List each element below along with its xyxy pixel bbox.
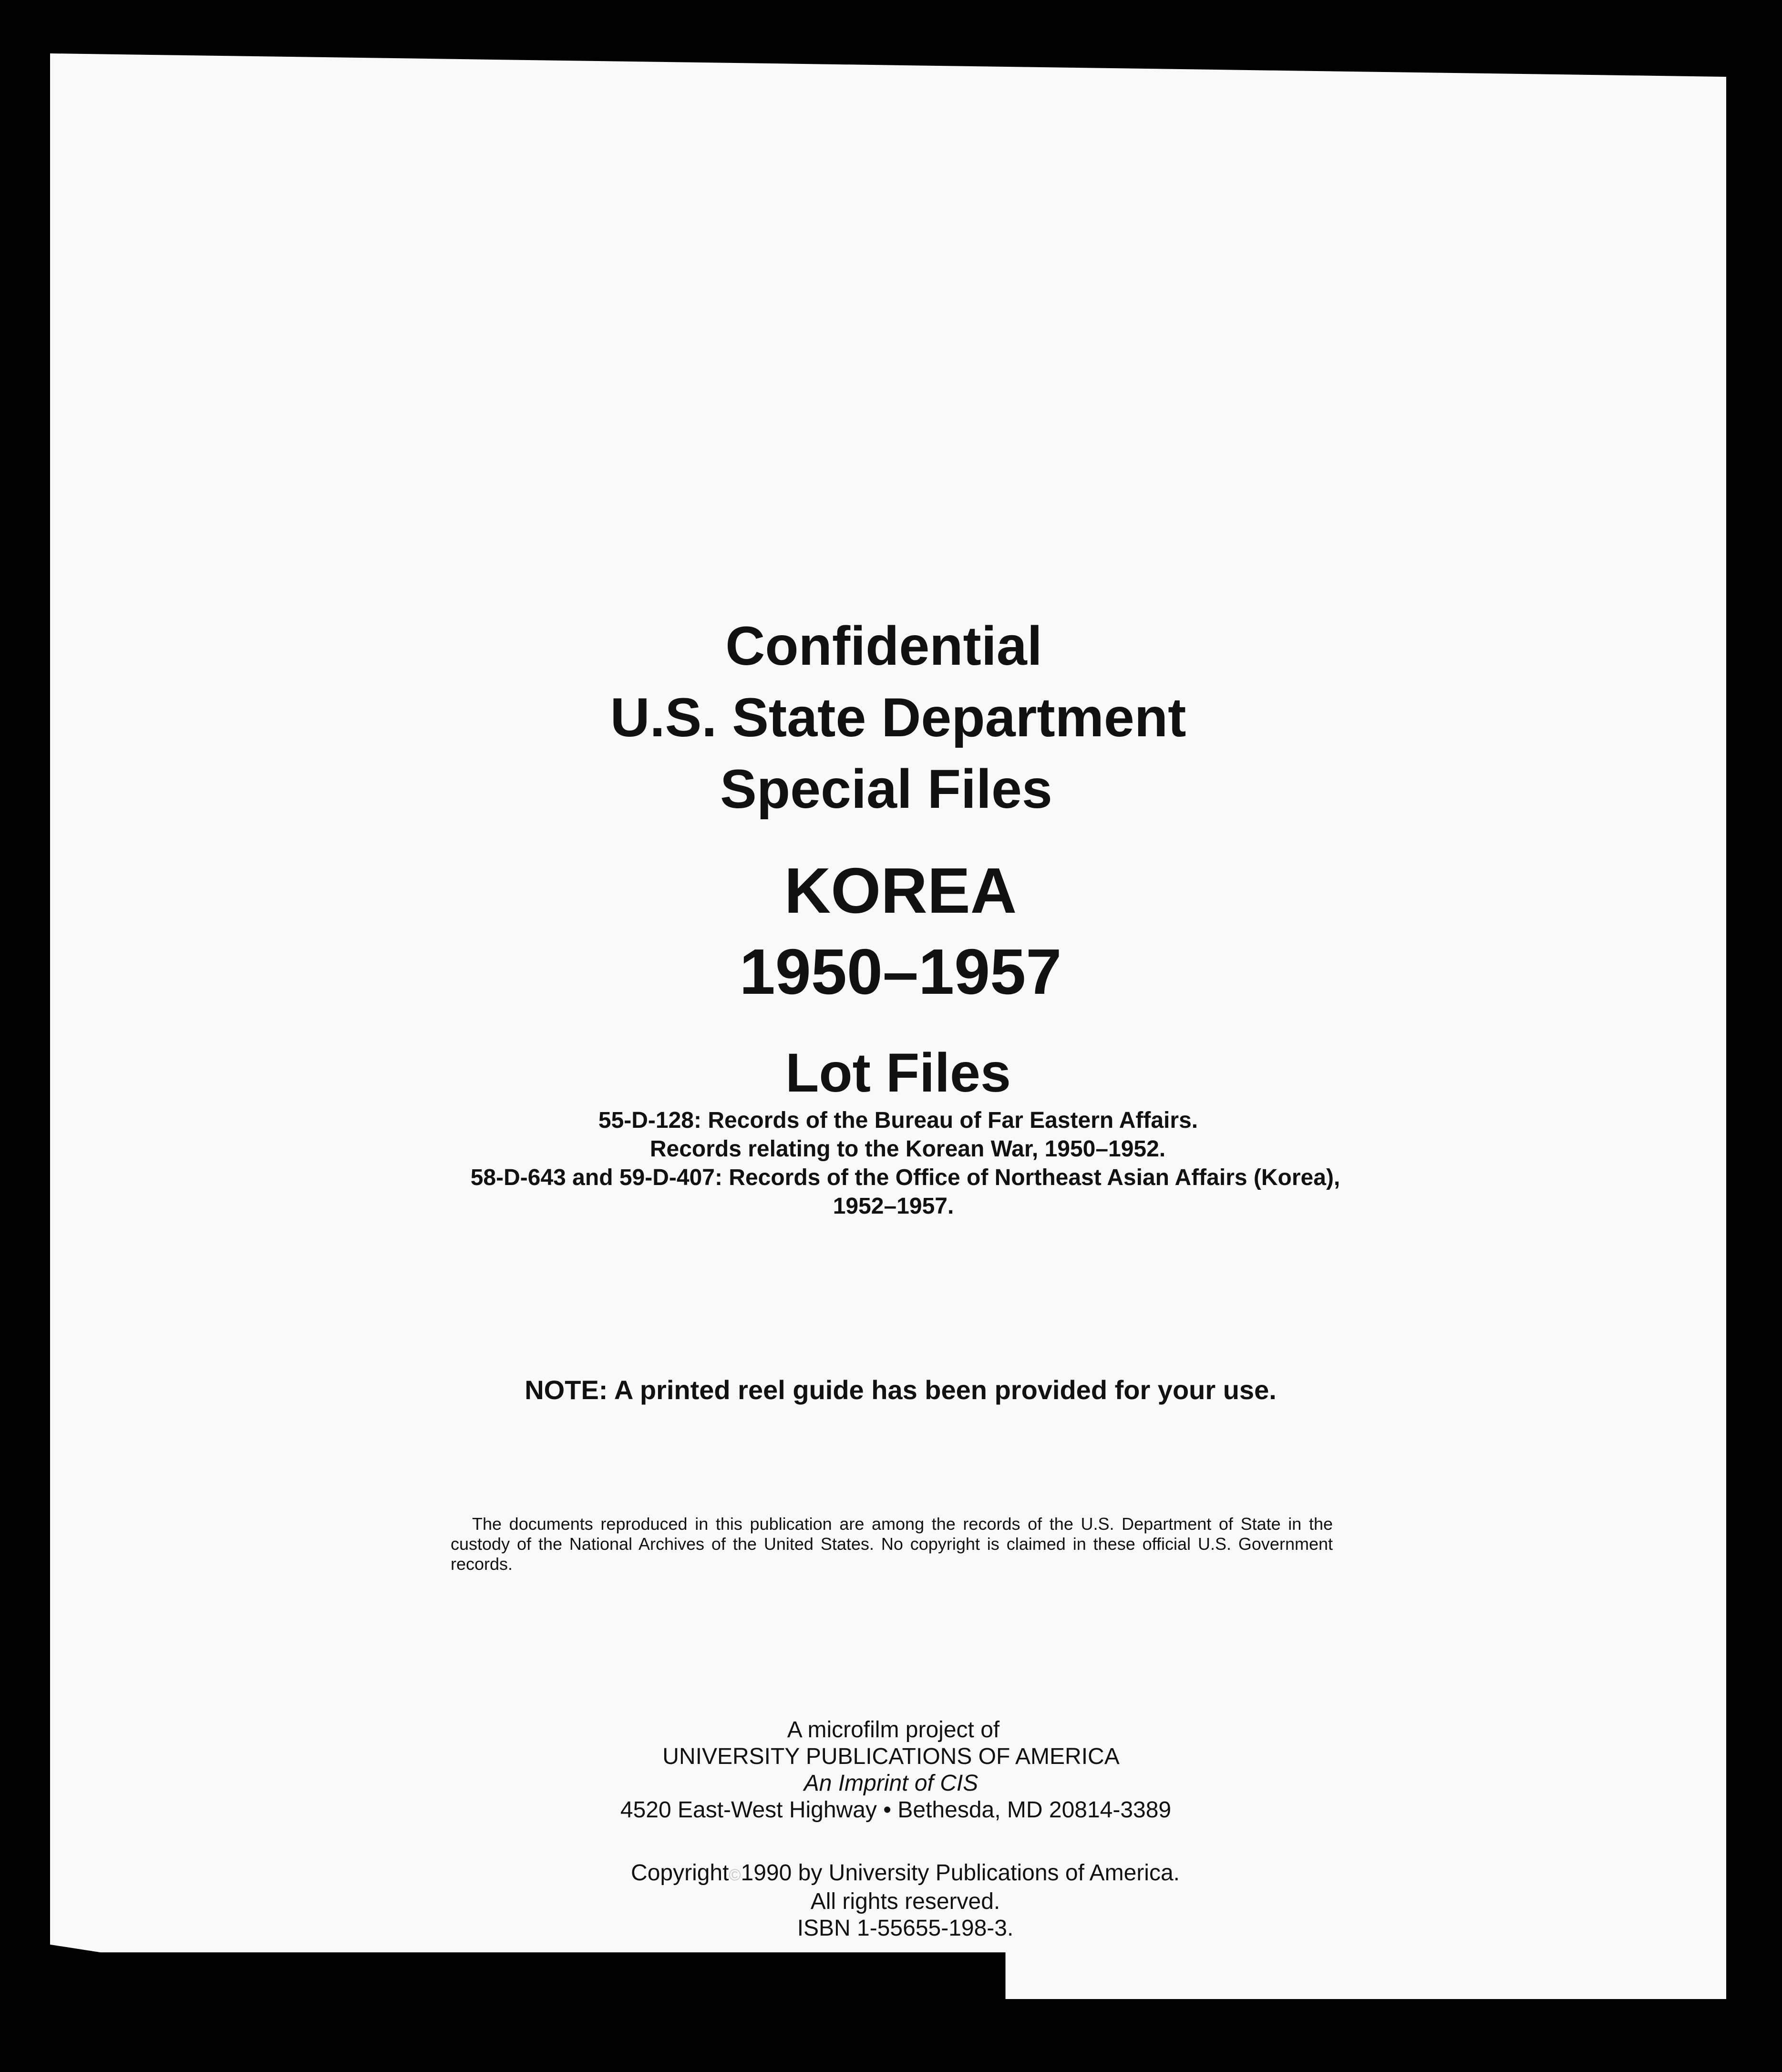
record-line: 1952–1957. xyxy=(833,1194,954,1219)
record-line: 55-D-128: Records of the Bureau of Far Eastern Affairs. xyxy=(598,1108,1198,1133)
subject-heading: KOREA xyxy=(784,855,1017,927)
lot-files-records xyxy=(0,1106,1782,1221)
publisher-line-1: A microfilm project of xyxy=(787,1717,1000,1742)
copyright-prefix: Copyright xyxy=(631,1860,729,1886)
reel-guide-note: NOTE: A printed reel guide has been provided for your use. xyxy=(525,1375,1277,1405)
title-line-1: Confidential xyxy=(725,616,1042,677)
title-line-3: Special Files xyxy=(720,759,1052,820)
years-heading: 1950–1957 xyxy=(739,936,1062,1008)
isbn: ISBN 1-55655-198-3. xyxy=(797,1916,1014,1941)
copyright-symbol: © xyxy=(729,1866,741,1884)
publisher-block xyxy=(0,1717,1782,1824)
copyright-line xyxy=(14,1860,1782,1888)
copyright-text: 1990 by University Publications of America. xyxy=(741,1860,1180,1886)
lot-files-heading: Lot Files xyxy=(785,1042,1011,1103)
document-page xyxy=(50,53,1726,1999)
title-block xyxy=(0,610,1782,825)
copyright-block xyxy=(0,1860,1782,1942)
rights-reserved: All rights reserved. xyxy=(810,1889,1000,1914)
publisher-name: UNIVERSITY PUBLICATIONS OF AMERICA xyxy=(662,1744,1120,1769)
disclaimer-paragraph: The documents reproduced in this publication are among the records of the U.S. Department of State in the custody of the National Archives of the United States. No copyright is claimed in these official U.S. Government records. xyxy=(451,1514,1333,1574)
publisher-address: 4520 East-West Highway • Bethesda, MD 20814-3389 xyxy=(620,1797,1172,1823)
publisher-imprint: An Imprint of CIS xyxy=(803,1771,979,1796)
record-line: 58-D-643 and 59-D-407: Records of the Office of Northeast Asian Affairs (Korea), xyxy=(470,1165,1340,1190)
title-line-2: U.S. State Department xyxy=(610,687,1186,748)
record-line: Records relating to the Korean War, 1950–1952. xyxy=(649,1136,1166,1162)
